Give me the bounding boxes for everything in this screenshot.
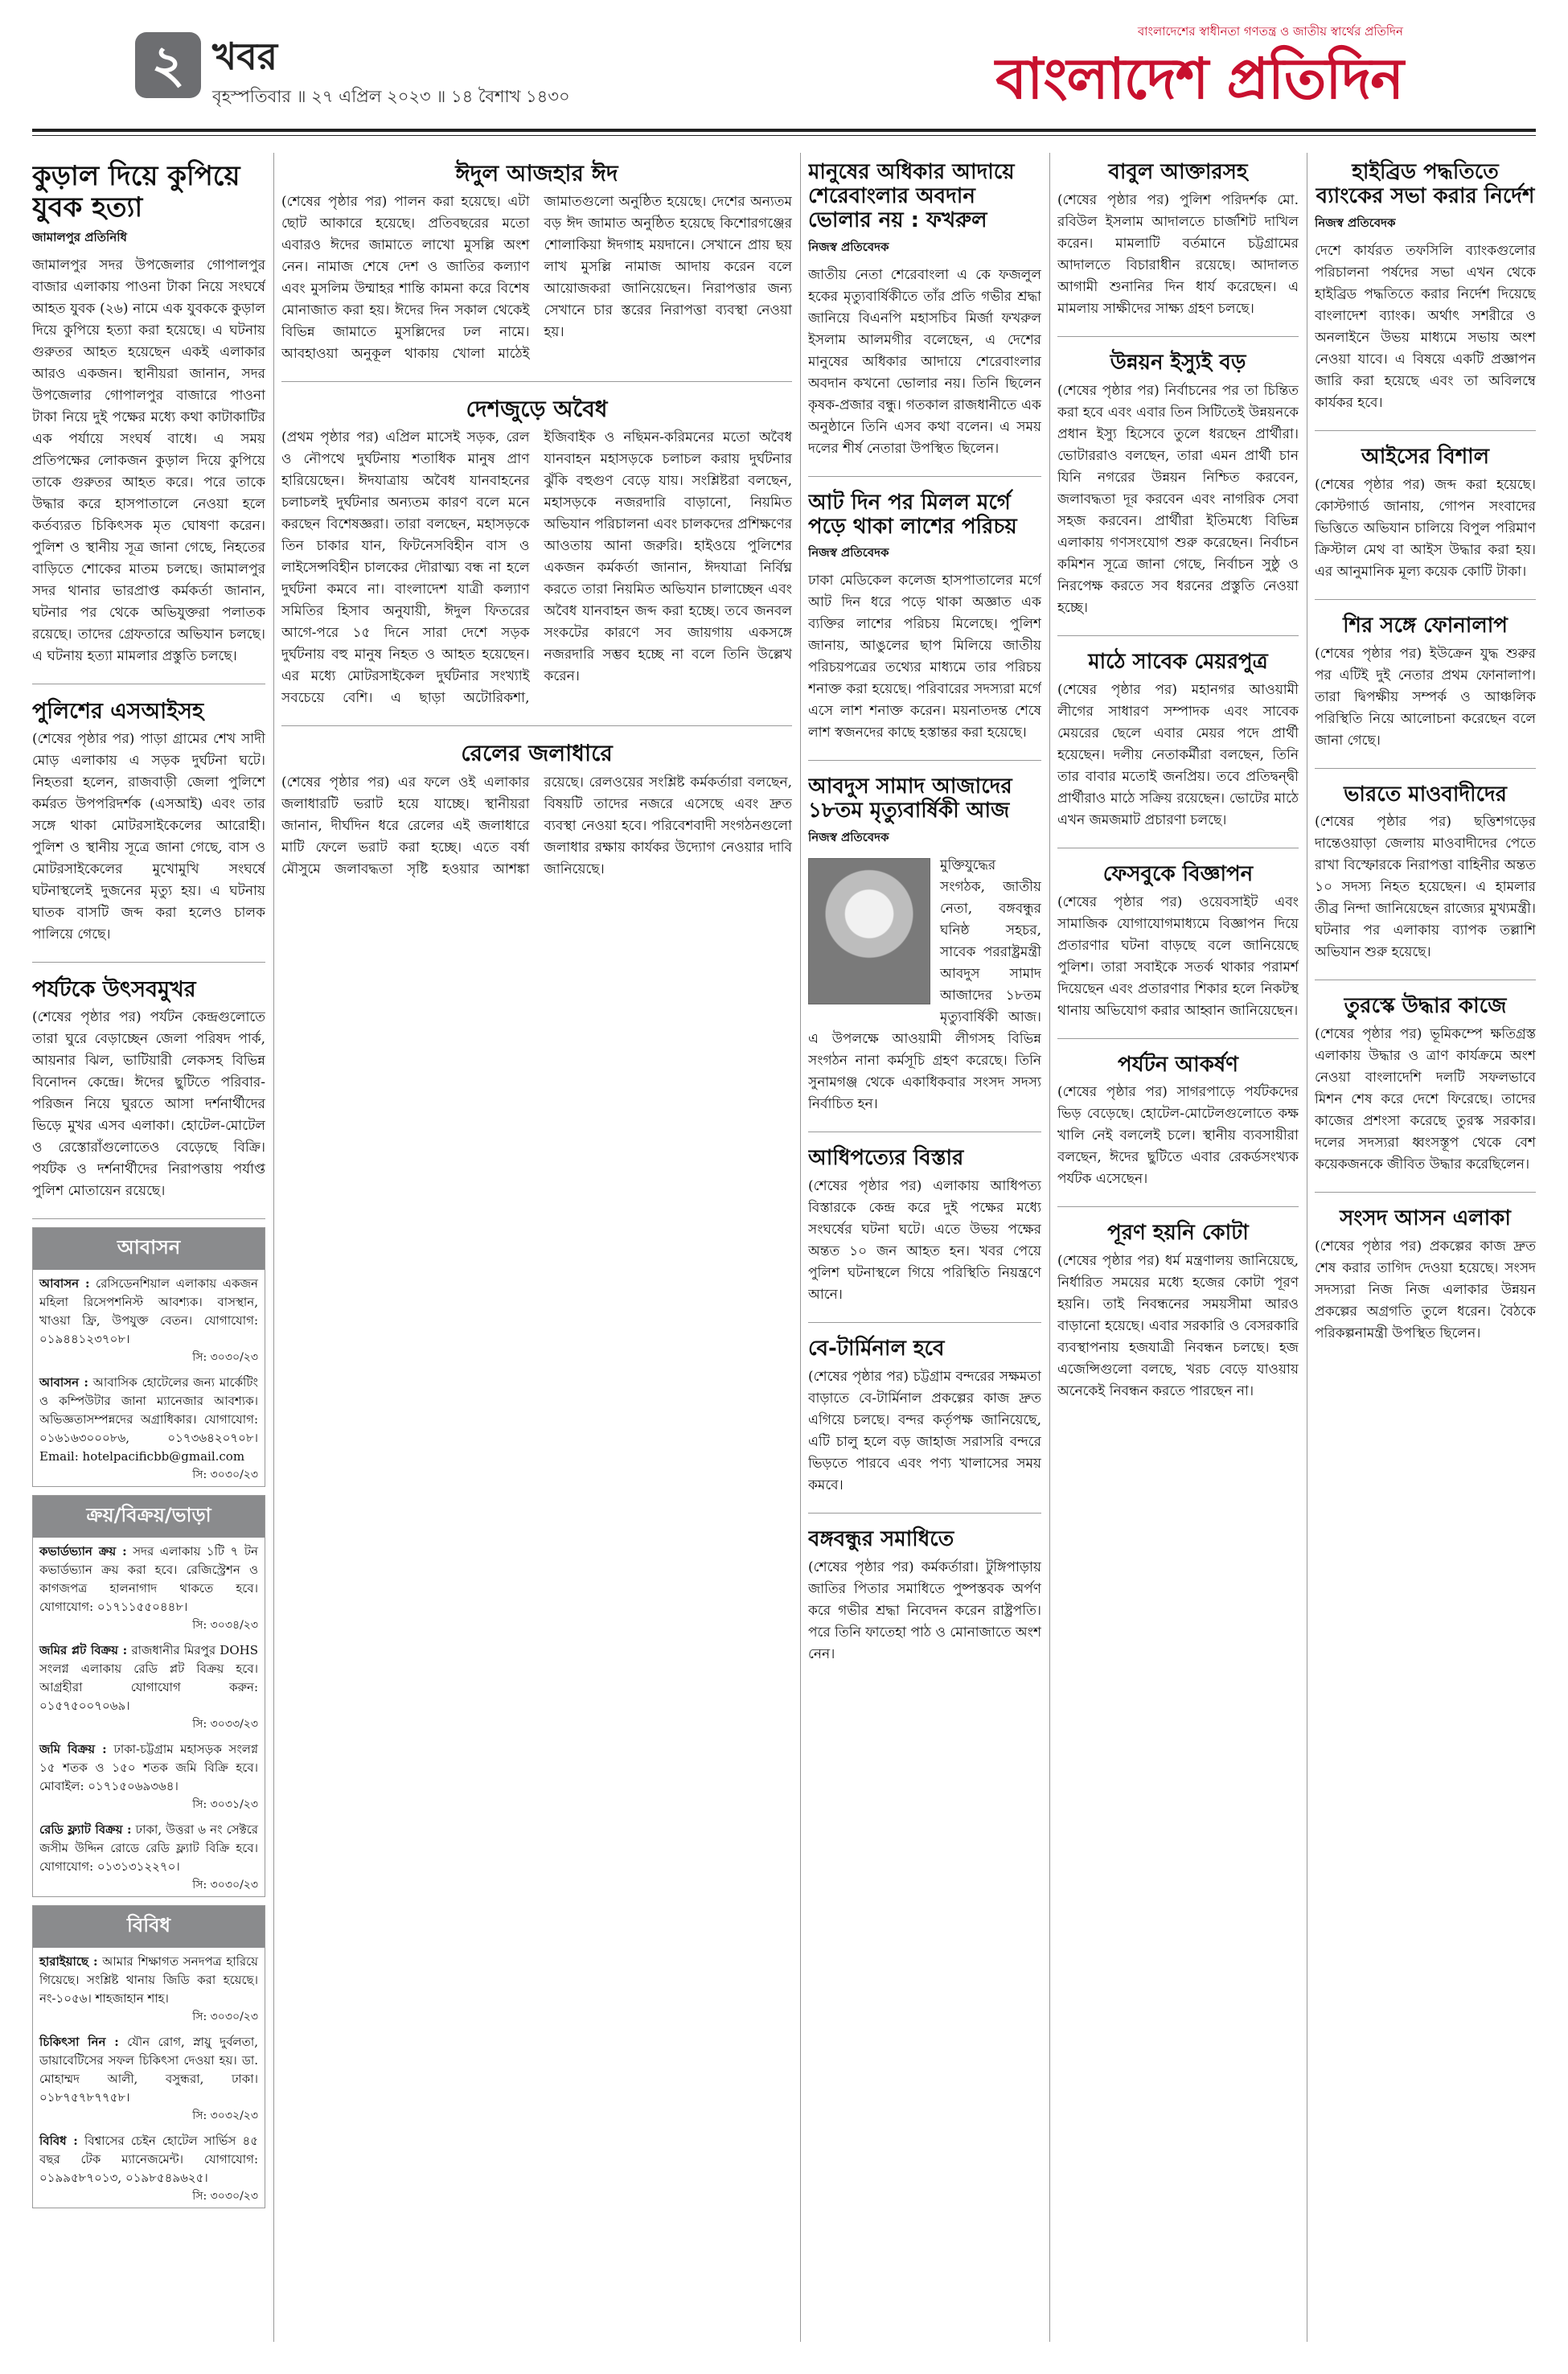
masthead: [0, 0, 1568, 153]
article-kota: [1057, 1214, 1299, 1419]
headline: বঙ্গবন্ধুর সমাধিতে: [808, 1527, 954, 1552]
article-eid: [281, 153, 792, 382]
article-body: (শেষের পৃষ্ঠার পর) নির্বাচনের পর তা চিন্তিত করা হবে এবং এবার তিন সিটিতেই উন্নয়নকে প্রধান ইস্যু হিসেবে তুলে ধরছেন প্রার্থীরা। ভোটাররাও বলছেন, তারা এমন প্রার্থী চান যিনি নগরের উন্নয়ন নিশ্চিত করবেন, জলাবদ্ধতা দূর করবেন এবং নাগরিক সেবা সহজ করবেন। প্রার্থীরা ইতিমধ্যে বিভিন্ন এলাকায় গণসংযোগ শুরু করেছেন। নির্বাচন কমিশন সূত্রে জানা গেছে, নির্বাচন সুষ্ঠু ও নিরপেক্ষ করতে সব ধরনের প্রস্তুতি নেওয়া হচ্ছে।: [1057, 382, 1299, 616]
masthead-rule-thin: [32, 135, 1536, 136]
byline: নিজস্ব প্রতিবেদক: [808, 239, 889, 254]
article-deshjure-oboidh: [281, 388, 792, 726]
article-morgue: [808, 483, 1041, 762]
headline: তুরস্কে উদ্ধার কাজে: [1344, 994, 1507, 1019]
article-body: (শেষের পৃষ্ঠার পর) সাগরপাড়ে পর্যটকদের ভিড় বেড়েছে। হোটেল-মোটেলগুলোতে কক্ষ খালি নেই বললেই চলে। স্থানীয় ব্যবসায়ীরা বলছেন, ঈদের ছুটিতে এবার রেকর্ডসংখ্যক পর্যটক এসেছেন।: [1057, 1084, 1299, 1188]
article-ice: [1315, 437, 1536, 600]
column-4: [808, 153, 1041, 2342]
classified-item: চিকিৎসা নিন : যৌন রোগ, স্নায়ু দুর্বলতা, ডায়াবেটিসের সফল চিকিৎসা দেওয়া হয়। ডা. মোহাম্মদ আলী, বসুন্ধরা, ঢাকা। ০১৮৭৫৭৮৭৭৫৮। সি: ৩০৩২/২৩: [39, 2035, 258, 2123]
article-hybrid-bank: [1315, 153, 1536, 431]
article-body: (শেষের পৃষ্ঠার পর) প্রকল্পের কাজ দ্রুত শেষ করার তাগিদ দেওয়া হয়েছে। সংসদ সদস্যরা নিজ নিজ এলাকার উন্নয়ন প্রকল্পের অগ্রগতি তুলে ধরেন। বৈঠকে পরিকল্পনামন্ত্রী উপস্থিত ছিলেন।: [1315, 1238, 1536, 1342]
article-kural-hotta: [32, 153, 265, 684]
masthead-rule: [32, 129, 1536, 132]
edition-date: বৃহস্পতিবার ॥ ২৭ এপ্রিল ২০২৩ ॥ ১৪ বৈশাখ ১৪৩০: [212, 87, 570, 106]
article-body: জামালপুর সদর উপজেলার গোপালপুর বাজার এলাকায় পাওনা টাকা নিয়ে সংঘর্ষে আহত যুবক (২৬) নামে এক যুবককে কুড়াল দিয়ে কুপিয়ে হত্যা করা হয়েছে। এ ঘটনায় গুরুতর আহত হয়েছেন একই এলাকার আরও একজন। স্থানীয়রা জানান, সদর উপজেলার গোপালপুর বাজারে পাওনা টাকা নিয়ে দুই পক্ষের মধ্যে কথা কাটাকাটির এক পর্যায়ে সংঘর্ষ বাধে। এ সময় প্রতিপক্ষের লোকজন কুড়াল দিয়ে কুপিয়ে তাকে গুরুতর আহত করে। পরে তাকে উদ্ধার করে হাসপাতালে নেওয়া হলে কর্তব্যরত চিকিৎসক মৃত ঘোষণা করেন। পুলিশ ও স্থানীয় সূত্র জানা গেছে, নিহতের বাড়িতে শোকের মাতম চলছে। জামালপুর সদর থানার ভারপ্রাপ্ত কর্মকর্তা জানান, ঘটনার পর থেকে অভিযুক্তরা পলাতক রয়েছে। তাদের গ্রেফতারে অভিযান চলছে। এ ঘটনায় হত্যা মামলার প্রস্তুতি চলছে।: [32, 257, 265, 665]
classified-awashon: [32, 1227, 265, 1487]
article-body: (শেষের পৃষ্ঠার পর) কর্মকর্তারা। টুঙ্গিপাড়ায় জাতির পিতার সমাধিতে পুষ্পস্তবক অর্পণ করে গভীর শ্রদ্ধা নিবেদন করেন রাষ্ট্রপতি। পরে তিনি ফাতেহা পাঠ ও মোনাজাতে অংশ নেন।: [808, 1559, 1041, 1662]
article-samad-azad: [808, 767, 1041, 1132]
headline: পুলিশের এসআইসহ: [32, 699, 204, 725]
headline: হাইব্রিড পদ্ধতিতে ব্যাংকের সভা করার নির্দেশ: [1316, 160, 1535, 208]
article-body: (শেষের পৃষ্ঠার পর) পর্যটন কেন্দ্রগুলোতে তারা ঘুরে বেড়াচ্ছেন জেলা পরিষদ পার্ক, আয়নার ঝিল, ভাটিয়ারী লেকসহ বিভিন্ন বিনোদন কেন্দ্রে। ঈদের ছুটিতে পরিবার-পরিজন নিয়ে ঘুরতে আসা দর্শনার্থীদের ভিড়ে মুখর এসব এলাকা। হোটেল-মোটেল ও রেস্তোরাঁগুলোতেও বেড়েছে বিক্রি। পর্যটক ও দর্শনার্থীদের নিরাপত্তায় পর্যাপ্ত পুলিশ মোতায়েন রয়েছে।: [32, 1009, 265, 1200]
classified-bibidh: [32, 1905, 265, 2208]
classified-kroy-bikroy: [32, 1495, 265, 1897]
headline: আট দিন পর মিলল মর্গে পড়ে থাকা লাশের পরিচয়: [808, 490, 1017, 539]
headline: কুড়াল দিয়ে কুপিয়ে যুবক হত্যা: [32, 160, 240, 224]
article-body: (শেষের পৃষ্ঠার পর) ভূমিকম্পে ক্ষতিগ্রস্ত এলাকায় উদ্ধার ও ত্রাণ কার্যক্রমে অংশ নেওয়া বাংলাদেশি দলটি সফলভাবে মিশন শেষ করে দেশে ফিরেছে। তাদের কাজের প্রশংসা করেছে তুরস্ক সরকার। দলের সদস্যরা ধ্বংসস্তূপ থেকে বেশ কয়েকজনকে জীবিত উদ্ধার করেছিলেন।: [1315, 1026, 1536, 1173]
headline: আধিপত্যের বিস্তার: [808, 1146, 964, 1171]
headline: সংসদ আসন এলাকা: [1340, 1206, 1511, 1231]
headline: আবদুস সামাদ আজাদের ১৮তম মৃত্যুবার্ষিকী আজ: [808, 774, 1012, 824]
headline: ফেসবুকে বিজ্ঞাপন: [1102, 861, 1254, 886]
classified-item: জমির প্লট বিক্রয় : রাজধানীর মিরপুর DOHS সংলগ্ন এলাকায় রেডি প্লট বিক্রয় হবে। আগ্রহীরা যোগাযোগ করুন: ০১৫৭৫০০৭০৬৯। সি: ৩০৩৩/২৩: [39, 1643, 258, 1731]
article-sangsad-ashon: [1315, 1199, 1536, 1361]
byline: নিজস্ব প্রতিবেদক: [1315, 215, 1396, 230]
article-body: (শেষের পৃষ্ঠার পর) পুলিশ পরিদর্শক মো. রবিউল ইসলাম আদালতে চার্জশিট দাখিল করেন। মামলাটি বর্তমানে চট্টগ্রামের আদালতে বিচারাধীন রয়েছে। আদালত আগামী শুনানির দিন ধার্য করেছেন। এ মামলায় সাক্ষীদের সাক্ষ্য গ্রহণ চলছে।: [1057, 191, 1299, 317]
article-body: মুক্তিযুদ্ধের সংগঠক, জাতীয় নেতা, বঙ্গবন্ধুর ঘনিষ্ঠ সহচর, সাবেক পররাষ্ট্রমন্ত্রী আবদুস সামাদ আজাদের ১৮তম মৃত্যুবার্ষিকী আজ। এ উপলক্ষে আওয়ামী লীগসহ বিভিন্ন সংগঠন নানা কর্মসূচি গ্রহণ করেছে। তিনি সুনামগঞ্জ থেকে একাধিকবার সংসদ সদস্য নির্বাচিত হন।: [808, 857, 1041, 1113]
classified-item: জমি বিক্রয় : ঢাকা-চট্টগ্রাম মহাসড়ক সংলগ্ন ১৫ শতক ও ১৫০ শতক জমি বিক্রি হবে। মোবাইল: ০১৭১৫০৬৯৩৬৪। সি: ৩০৩১/২৩: [39, 1742, 258, 1812]
article-unnoyon-issue: [1057, 343, 1299, 636]
article-bay-terminal: [808, 1329, 1041, 1514]
headline: পর্যটন আকর্ষণ: [1118, 1052, 1238, 1077]
article-body: (শেষের পৃষ্ঠার পর) ছত্তিশগড়ের দান্তেওয়াড়া জেলায় মাওবাদীদের পেতে রাখা বিস্ফোরকে নিরাপত্তা বাহিনীর অন্তত ১০ সদস্য নিহত হয়েছেন। এ হামলার তীব্র নিন্দা জানিয়েছেন রাজ্যের মুখ্যমন্ত্রী। ঘটনার পর এলাকায় ব্যাপক তল্লাশি অভিযান শুরু হয়েছে।: [1315, 814, 1536, 961]
article-adhipotto: [808, 1139, 1041, 1323]
classified-heading: ক্রয়/বিক্রয়/ভাড়া: [33, 1496, 265, 1538]
byline: নিজস্ব প্রতিবেদক: [808, 830, 889, 845]
column-divider: [800, 153, 801, 2342]
section-name: খবর: [212, 35, 278, 78]
classified-item: কভার্ডভ্যান ক্রয় : সদর এলাকায় ১টি ৭ টন কভার্ডভ্যান ক্রয় করা হবে। রেজিস্ট্রেশন ও কাগজপত্র হালনাগাদ থাকতে হবে। যোগাযোগ: ০১৭১১৫৫০৪৪৮। সি: ৩০৩৪/২৩: [39, 1544, 258, 1633]
headline: আইসের বিশাল: [1361, 444, 1490, 469]
column-left: [32, 153, 265, 2342]
article-bangabandhu-samadhi: [808, 1520, 1041, 1682]
article-xi-phonecall: [1315, 606, 1536, 769]
byline: জামালপুর প্রতিনিধি: [32, 230, 127, 245]
article-body: (শেষের পৃষ্ঠার পর) চট্টগ্রাম বন্দরের সক্ষমতা বাড়াতে বে-টার্মিনাল প্রকল্পের কাজ দ্রুত এগিয়ে চলছে। বন্দর কর্তৃপক্ষ জানিয়েছে, এটি চালু হলে বড় জাহাজ সরাসরি বন্দরে ভিড়তে পারবে এবং পণ্য খালাসের সময় কমবে।: [808, 1369, 1041, 1494]
column-center-wide: [281, 153, 792, 2342]
headline: বাবুল আক্তারসহ: [1108, 160, 1248, 184]
article-body: জাতীয় নেতা শেরেবাংলা এ কে ফজলুল হকের মৃত্যুবার্ষিকীতে তাঁর প্রতি গভীর শ্রদ্ধা জানিয়ে বিএনপি মহাসচিব মির্জা ফখরুল ইসলাম আলমগীর বলেছেন, এ দেশের মানুষের অধিকার আদায়ে শেরেবাংলার অবদান কখনো ভোলার নয়। তিনি ছিলেন কৃষক-প্রজার বন্ধু। গতকাল রাজধানীতে এক অনুষ্ঠানে তিনি এসব কথা বলেন। এ সময় দলের শীর্ষ নেতারা উপস্থিত ছিলেন।: [808, 266, 1041, 457]
column-divider: [273, 153, 274, 2342]
article-body: (প্রথম পৃষ্ঠার পর) এপ্রিল মাসেই সড়ক, রেল ও নৌপথে দুর্ঘটনায় শতাধিক মানুষ প্রাণ হারিয়েছেন। ঈদযাত্রায় অবৈধ যানবাহনের চলাচলই দুর্ঘটনার অন্যতম কারণ বলে মনে করছেন বিশেষজ্ঞরা। তারা বলছেন, মহাসড়কে তিন চাকার যান, ফিটনেসবিহীন বাস ও লাইসেন্সবিহীন চালকের দৌরাত্ম্য বন্ধ না হলে দুর্ঘটনা কমবে না। বাংলাদেশ যাত্রী কল্যাণ সমিতির হিসাব অনুযায়ী, ঈদুল ফিতরের আগে-পরে ১৫ দিনে সারা দেশে সড়ক দুর্ঘটনায় বহু মানুষ নিহত ও আহত হয়েছেন। এর মধ্যে মোটরসাইকেল দুর্ঘটনার সংখ্যাই সবচেয়ে বেশি। এ ছাড়া অটোরিকশা, ইজিবাইক ও নছিমন-করিমনের মতো অবৈধ যানবাহন মহাসড়কে চলাচল করায় দুর্ঘটনার ঝুঁকি বহুগুণ বেড়ে যায়। সংশ্লিষ্টরা বলছেন, মহাসড়কে নজরদারি বাড়ানো, নিয়মিত অভিযান পরিচালনা এবং চালকদের প্রশিক্ষণের আওতায় আনা জরুরি। হাইওয়ে পুলিশের একজন কর্মকর্তা জানান, ঈদযাত্রা নির্বিঘ্ন করতে তারা নিয়মিত অভিযান চালাচ্ছেন এবং অবৈধ যানবাহন জব্দ করা হচ্ছে। তবে জনবল সংকটের কারণে সব জায়গায় একসঙ্গে নজরদারি সম্ভব হচ্ছে না বলে তিনি উল্লেখ করেন।: [281, 429, 792, 707]
headline: মানুষের অধিকার আদায়ে শেরেবাংলার অবদান ভোলার নয় : ফখরুল: [808, 160, 1015, 232]
headline: দেশজুড়ে অবৈধ: [466, 396, 608, 423]
brand-logo: বাংলাদেশ প্রতিদিন: [995, 46, 1403, 112]
classified-item: বিবিধ : বিশ্বাসের চেইন হোটেল সার্ভিস ৪৫ বছর টেক ম্যানেজমেন্ট। যোগাযোগ: ০১৯৯৫৮৭০১৩, ০১৯৮৫৪৯৬২৫। সি: ৩০৩০/২৩: [39, 2134, 258, 2204]
article-mayor-putro: [1057, 643, 1299, 848]
article-porjotok: [32, 969, 265, 1219]
article-turkey-rescue: [1315, 987, 1536, 1193]
byline: নিজস্ব প্রতিবেদক: [808, 545, 889, 561]
classified-item: আবাসন : রেসিডেনশিয়াল এলাকায় একজন মহিলা রিসেপশনিস্ট আবশ্যক। বাসস্থান, খাওয়া ফ্রি, উপযুক্ত বেতন। যোগাযোগ: ০১৯৪৪১২৩৭০৮। সি: ৩০৩০/২৩: [39, 1276, 258, 1365]
classified-heading: বিবিধ: [33, 1906, 265, 1948]
article-maoist: [1315, 775, 1536, 981]
article-babul-akter: [1057, 153, 1299, 337]
article-facebook-bigyapon: [1057, 855, 1299, 1039]
headline: শির সঙ্গে ফোনালাপ: [1343, 613, 1508, 638]
article-body: (শেষের পৃষ্ঠার পর) ইউক্রেন যুদ্ধ শুরুর পর এটিই দুই নেতার প্রথম ফোনালাপ। তারা দ্বিপক্ষীয় সম্পর্ক ও আঞ্চলিক পরিস্থিতি নিয়ে আলোচনা করেছেন বলে জানা গেছে।: [1315, 645, 1536, 749]
article-body: (শেষের পৃষ্ঠার পর) এর ফলে ওই এলাকার জলাধারটি ভরাট হয়ে যাচ্ছে। স্থানীয়রা জানান, দীর্ঘদিন ধরে রেলের এই জলাধারে মাটি ফেলে ভরাট করা হচ্ছে। এতে বর্ষা মৌসুমে জলাবদ্ধতা সৃষ্টি হওয়ার আশঙ্কা রয়েছে। রেলওয়ের সংশ্লিষ্ট কর্মকর্তারা বলছেন, বিষয়টি তাদের নজরে এসেছে এবং দ্রুত ব্যবস্থা নেওয়া হবে। পরিবেশবাদী সংগঠনগুলো জলাধার রক্ষায় কার্যকর উদ্যোগ নেওয়ার দাবি জানিয়েছে।: [281, 774, 792, 877]
article-porjoton-akorshon: [1057, 1045, 1299, 1208]
headline: রেলের জলাধারে: [461, 740, 613, 767]
article-body: (শেষের পৃষ্ঠার পর) ধর্ম মন্ত্রণালয় জানিয়েছে, নির্ধারিত সময়ের মধ্যে হজের কোটা পূরণ হয়নি। তাই নিবন্ধনের সময়সীমা আরও বাড়ানো হয়েছে। এবার সরকারি ও বেসরকারি ব্যবস্থাপনায় হজযাত্রী নিবন্ধন চলছে। হজ এজেন্সিগুলো বলছে, খরচ বেড়ে যাওয়ায় অনেকেই নিবন্ধন করতে পারছেন না।: [1057, 1253, 1299, 1400]
brand-tagline: বাংলাদেশের স্বাধীনতা গণতন্ত্র ও জাতীয় স্বার্থের প্রতিদিন: [1137, 24, 1403, 39]
headline: ঈদুল আজহার ঈদ: [455, 160, 618, 187]
classified-item: আবাসন : আবাসিক হোটেলের জন্য মার্কেটিং ও কম্পিউটার জানা ম্যানেজার আবশ্যক। অভিজ্ঞতাসম্পন্নদের অগ্রাধিকার। যোগাযোগ: ০১৬১৬৩০০০৮৬, ০১৭৩৬৪২০৭০৮। Email: hotelpacificbb@gmail.com সি: ৩০৩০/২৩: [39, 1375, 258, 1482]
article-body: দেশে কার্যরত তফসিলি ব্যাংকগুলোর পরিচালনা পর্ষদের সভা এখন থেকে হাইব্রিড পদ্ধতিতে করার নির্দেশ দিয়েছে বাংলাদেশ ব্যাংক। অর্থাৎ সশরীরে ও অনলাইনে উভয় মাধ্যমে সভায় অংশ নেওয়া যাবে। এ বিষয়ে একটি প্রজ্ঞাপন জারি করা হয়েছে এবং তা অবিলম্বে কার্যকর হবে।: [1315, 242, 1536, 411]
headline: পূরণ হয়নি কোটা: [1107, 1221, 1249, 1246]
article-body: (শেষের পৃষ্ঠার পর) পাড়া গ্রামের শেখ সাদী মোড় এলাকায় এ সড়ক দুর্ঘটনা ঘটে। নিহতরা হলেন, রাজবাড়ী জেলা পুলিশে কর্মরত উপপরিদর্শক (এসআই) এবং তার সঙ্গে থাকা মোটরসাইকেলের আরোহী। পুলিশ ও স্থানীয় সূত্রে জানা গেছে, বাস ও মোটরসাইকেলের মুখোমুখি সংঘর্ষে ঘটনাস্থলেই দুজনের মৃত্যু হয়। এ ঘটনায় ঘাতক বাসটি জব্দ করা হলেও চালক পালিয়ে গেছে।: [32, 731, 265, 943]
headline: পর্যটকে উৎসবমুখর: [32, 977, 196, 1003]
column-5: [1057, 153, 1299, 2342]
headline: বে-টার্মিনাল হবে: [808, 1337, 945, 1362]
headline: উন্নয়ন ইস্যুই বড়: [1110, 350, 1246, 375]
article-body: (শেষের পৃষ্ঠার পর) এলাকায় আধিপত্য বিস্তারকে কেন্দ্র করে দুই পক্ষের মধ্যে সংঘর্ষের ঘটনা ঘটে। এতে উভয় পক্ষের অন্তত ১০ জন আহত হন। খবর পেয়ে পুলিশ ঘটনাস্থলে গিয়ে পরিস্থিতি নিয়ন্ত্রণে আনে।: [808, 1178, 1041, 1304]
article-body: (শেষের পৃষ্ঠার পর) জব্দ করা হয়েছে। কোস্টগার্ড জানায়, গোপন সংবাদের ভিত্তিতে অভিযান চালিয়ে বিপুল পরিমাণ ক্রিস্টাল মেথ বা আইস উদ্ধার করা হয়। এর আনুমানিক মূল্য কয়েক কোটি টাকা।: [1315, 476, 1536, 580]
page-number: ২: [135, 32, 201, 98]
article-body: (শেষের পৃষ্ঠার পর) ওয়েবসাইট এবং সামাজিক যোগাযোগমাধ্যমে বিজ্ঞাপন দিয়ে প্রতারণার ঘটনা বাড়ছে বলে জানিয়েছে পুলিশ। তারা সবাইকে সতর্ক থাকার পরামর্শ দিয়েছেন এবং প্রতারণার শিকার হলে নিকটস্থ থানায় অভিযোগ করার আহ্বান জানিয়েছেন।: [1057, 893, 1299, 1019]
headline: ভারতে মাওবাদীদের: [1344, 782, 1507, 807]
article-railer-joladhare: [281, 733, 792, 896]
headline: মাঠে সাবেক মেয়রপুত্র: [1088, 649, 1268, 674]
article-body: (শেষের পৃষ্ঠার পর) পালন করা হয়েছে। এটা ছোট আকারে হয়েছে। প্রতিবছরের মতো এবারও ঈদের জামাতে লাখো মুসল্লি অংশ নেন। নামাজ শেষে দেশ ও জাতির কল্যাণ এবং মুসলিম উম্মাহর শান্তি কামনা করে বিশেষ মোনাজাত করা হয়। ঈদের দিন সকাল থেকেই বিভিন্ন জামাতে মুসল্লিদের ঢল নামে। আবহাওয়া অনুকূল থাকায় খোলা মাঠেই জামাতগুলো অনুষ্ঠিত হয়েছে। দেশের অন্যতম বড় ঈদ জামাত অনুষ্ঠিত হয়েছে কিশোরগঞ্জের শোলাকিয়া ঈদগাহ ময়দানে। সেখানে প্রায় ছয় লাখ মুসল্লি নামাজ আদায় করেন বলে আয়োজকরা জানিয়েছেন। নিরাপত্তার জন্য সেখানে চার স্তরের নিরাপত্তা ব্যবস্থা নেওয়া হয়।: [281, 194, 792, 363]
article-sherebangla: [808, 153, 1041, 477]
classified-heading: আবাসন: [33, 1228, 265, 1270]
classified-item: রেডি ফ্ল্যাট বিক্রয় : ঢাকা, উত্তরা ৬ নং সেক্টরে জসীম উদ্দিন রোডে রেডি ফ্ল্যাট বিক্রি হবে। যোগাযোগ: ০১৩১৩১২২৭০। সি: ৩০৩০/২৩: [39, 1822, 258, 1892]
column-divider: [1049, 153, 1050, 2342]
column-right: [1315, 153, 1536, 2342]
article-body: (শেষের পৃষ্ঠার পর) মহানগর আওয়ামী লীগের সাধারণ সম্পাদক এবং সাবেক মেয়রের ছেলে এবার মেয়র পদে প্রার্থী হয়েছেন। দলীয় নেতাকর্মীরা বলছেন, তিনি তার বাবার মতোই জনপ্রিয়। তবে প্রতিদ্বন্দ্বী প্রার্থীরাও মাঠে সক্রিয় রয়েছেন। ভোটের মাঠে এখন জমজমাট প্রচারণা চলছে।: [1057, 681, 1299, 828]
portrait-photo: [808, 858, 930, 1004]
classified-item: হারাইয়াছে : আমার শিক্ষাগত সনদপত্র হারিয়ে গিয়েছে। সংশ্লিষ্ট থানায় জিডি করা হয়েছে। নং-১০৫৬। শাহজাহান শাহ। সি: ৩০৩০/২৩: [39, 1954, 258, 2024]
article-police-si: [32, 691, 265, 963]
article-body: ঢাকা মেডিকেল কলেজ হাসপাতালের মর্গে আট দিন ধরে পড়ে থাকা অজ্ঞাত এক ব্যক্তির লাশের পরিচয় মিলেছে। পুলিশ জানায়, আঙুলের ছাপ মিলিয়ে জাতীয় পরিচয়পত্রের তথ্যের মাধ্যমে তার পরিচয় শনাক্ত করা হয়েছে। পরিবারের সদস্যরা মর্গে এসে লাশ শনাক্ত করেন। ময়নাতদন্ত শেষে লাশ স্বজনদের কাছে হস্তান্তর করা হয়েছে।: [808, 573, 1041, 741]
